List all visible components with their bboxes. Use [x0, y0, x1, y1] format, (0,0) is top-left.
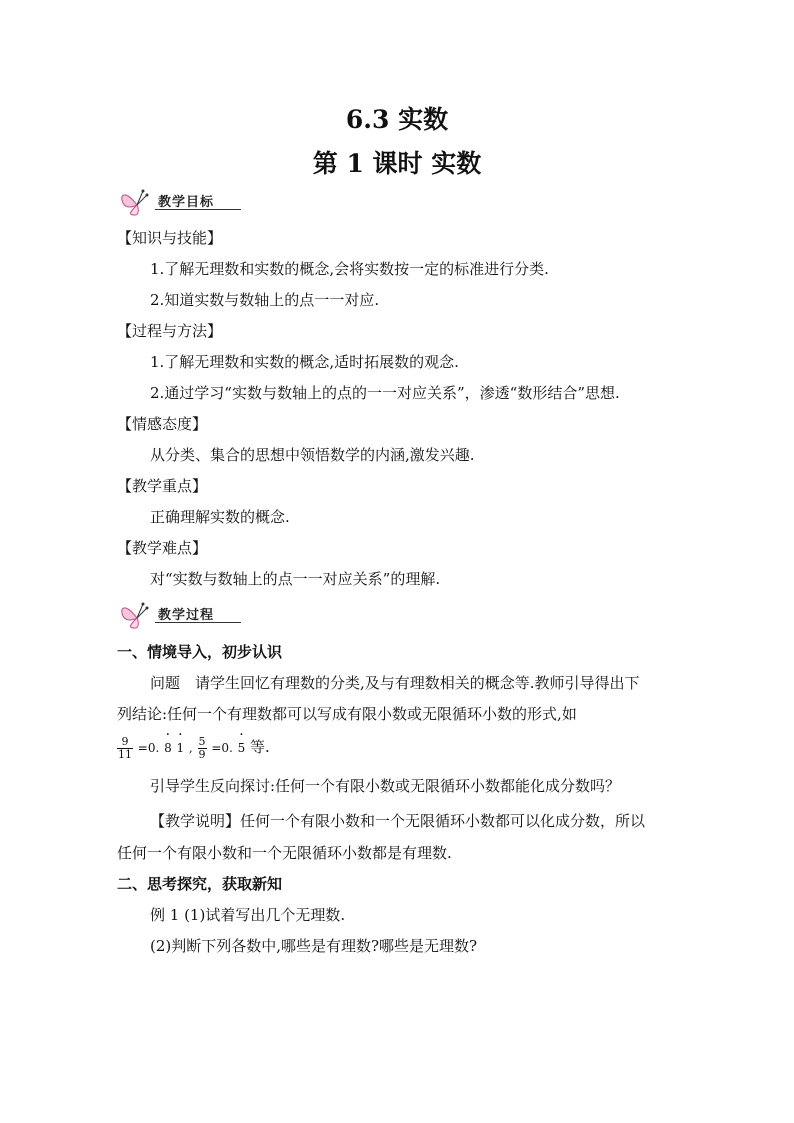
heading-difficulty: 【教学难点】: [117, 539, 208, 557]
banner-rule: [155, 622, 241, 623]
section-banner-objectives: [117, 185, 241, 215]
paragraph-line: 【教学说明】任何一个有限小数和一个无限循环小数都可以化成分数，所以: [150, 812, 646, 830]
paragraph-line: (2)判断下列各数中,哪些是有理数?哪些是无理数?: [150, 937, 478, 955]
objective-text: 对“实数与数轴上的点一一对应关系”的理解.: [150, 570, 441, 588]
fraction: $\frac{5}{9}$: [198, 734, 206, 761]
repeating-digit: · 5: [238, 735, 246, 761]
butterfly-icon: [117, 598, 157, 630]
heading-attitude: 【情感态度】: [117, 415, 208, 433]
objective-text: 正确理解实数的概念.: [150, 508, 290, 526]
section-banner-process: [117, 598, 241, 628]
objective-text: 1.了解无理数和实数的概念,会将实数按一定的标准进行分类.: [150, 260, 549, 278]
butterfly-icon: [117, 185, 157, 217]
objective-text: 2.通过学习“实数与数轴上的点的一一对应关系”，渗透“数形结合”思想.: [150, 384, 620, 402]
objective-text: 2.知道实数与数轴上的点一一对应.: [150, 291, 380, 309]
banner-rule: [155, 209, 241, 210]
page-title: 6.3 实数: [345, 105, 449, 134]
repeating-digit: · 8: [164, 735, 172, 761]
heading-focus: 【教学重点】: [117, 477, 208, 495]
paragraph-line: 例 1 (1)试着写出几个无理数.: [150, 906, 346, 924]
heading-knowledge: 【知识与技能】: [117, 229, 223, 247]
page-subtitle: 第 1 课时 实数: [312, 149, 482, 178]
paragraph-line: 任何一个有限小数和一个无限循环小数都是有理数.: [117, 844, 452, 862]
section-heading: 二、思考探究，获取新知: [117, 875, 283, 893]
banner-label: 教学过程: [158, 608, 215, 623]
repeating-digit: · 1: [177, 735, 185, 761]
banner-label: 教学目标: [158, 195, 215, 210]
objective-text: 从分类、集合的思想中领悟数学的内涵,激发兴趣.: [150, 446, 475, 464]
math-expression: $\frac{9}{11}$ =0. · 8 · 1 , $\frac{5}{9}$ =0. · 5 等.: [117, 734, 270, 761]
paragraph-line: 问题 请学生回忆有理数的分类,及与有理数相关的概念等.教师引导得出下: [150, 674, 640, 692]
objective-text: 1.了解无理数和实数的概念,适时拓展数的观念.: [150, 353, 459, 371]
paragraph-line: 引导学生反向探讨:任何一个有限小数或无限循环小数都能化成分数吗？: [150, 777, 621, 795]
section-heading: 一、情境导入，初步认识: [117, 643, 283, 661]
fraction: $\frac{9}{11}$: [118, 734, 132, 761]
paragraph-line: 列结论:任何一个有理数都可以写成有限小数或无限循环小数的形式,如: [117, 705, 577, 723]
heading-process: 【过程与方法】: [117, 322, 223, 340]
